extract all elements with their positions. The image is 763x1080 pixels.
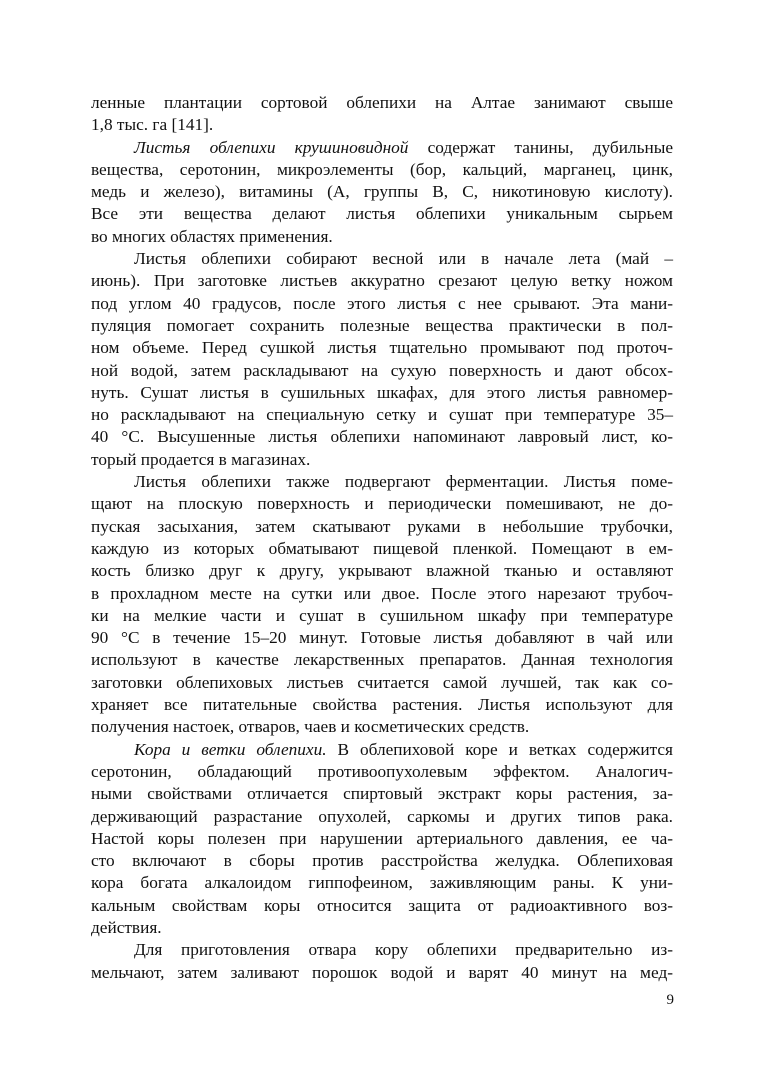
text-segment: Листья облепихи собирают весной или в начале лета (май –	[134, 249, 673, 269]
text-line	[91, 516, 673, 538]
text-line	[91, 716, 673, 738]
text-line	[91, 649, 673, 671]
text-segment: в прохладном месте на сутки или двое. После этого нарезают трубоч-	[91, 583, 673, 603]
text-segment: ной водой, затем раскладывают на сухую поверхность и дают обсох-	[91, 360, 673, 380]
text-line	[91, 203, 673, 225]
text-segment: ными свойствами отличается спиртовый экстракт коры растения, за-	[91, 784, 673, 804]
text-line	[91, 761, 673, 783]
text-segment: ном объеме. Перед сушкой листья тщательно промывают под проточ-	[91, 338, 673, 358]
text-segment: мельчают, затем заливают порошок водой и варят 40 минут на мед-	[91, 962, 673, 982]
text-line	[91, 739, 673, 761]
text-line	[91, 137, 673, 159]
text-segment: держивающий разрастание опухолей, саркомы и других типов рака.	[91, 806, 673, 826]
text-line	[91, 426, 673, 448]
text-segment: Настой коры полезен при нарушении артериального давления, ее ча-	[91, 828, 673, 848]
text-segment: действия.	[91, 917, 162, 937]
text-segment: Для приготовления отвара кору облепихи предварительно из-	[134, 940, 673, 960]
text-segment: заготовки облепиховых листьев считается самой лучшей, так как со-	[91, 672, 673, 692]
text-line	[91, 337, 673, 359]
text-segment: ки на мелкие части и сушат в сушильном шкафу при температуре	[91, 605, 673, 625]
text-line	[91, 248, 673, 270]
text-segment: серотонин, обладающий противоопухолевым эффектом. Аналогич-	[91, 761, 673, 781]
text-segment: ленные плантации сортовой облепихи на Алтае занимают свыше	[91, 93, 673, 112]
text-segment: используют в качестве лекарственных препаратов. Данная технология	[91, 650, 673, 670]
text-segment: В облепиховой коре и ветках содержится	[326, 739, 673, 759]
text-line	[91, 270, 673, 292]
paragraph	[91, 939, 673, 984]
text-line	[91, 360, 673, 382]
text-line	[91, 560, 673, 582]
text-segment: содержат танины, дубильные	[408, 137, 673, 157]
text-segment: Все эти вещества делают листья облепихи уникальным сырьем	[91, 204, 673, 224]
text-segment: торый продается в магазинах.	[91, 449, 311, 469]
text-line	[91, 181, 673, 203]
text-line	[91, 828, 673, 850]
text-segment: кость близко друг к другу, укрывают влажной тканью и оставляют	[91, 561, 673, 581]
text-segment: вещества, серотонин, микроэлементы (бор, кальций, марганец, цинк,	[91, 159, 673, 179]
text-line	[91, 159, 673, 181]
paragraph	[91, 137, 673, 248]
text-line	[91, 293, 673, 315]
text-line	[91, 783, 673, 805]
text-segment: во многих областях применения.	[91, 226, 333, 246]
text-line	[91, 92, 673, 114]
page-number: 9	[666, 992, 674, 1008]
text-line	[91, 872, 673, 894]
text-line	[91, 226, 673, 248]
text-segment: кальным свойствам коры относится защита от радиоактивного воз-	[91, 895, 673, 915]
text-line	[91, 672, 673, 694]
italic-text-segment: Кора и ветки облепихи.	[134, 739, 327, 759]
text-line	[91, 962, 673, 984]
text-segment: 1,8 тыс. га [141].	[91, 115, 214, 135]
text-segment: но раскладывают на специальную сетку и сушат при температуре 35–	[91, 405, 673, 425]
text-segment: пуская засыхания, затем скатывают руками в небольшие трубочки,	[91, 516, 673, 536]
body-text	[91, 92, 673, 984]
text-line	[91, 493, 673, 515]
text-segment: храняет все питательные свойства растения. Листья используют для	[91, 695, 673, 715]
text-segment: кора богата алкалоидом гиппофеином, заживляющим раны. К уни-	[91, 873, 673, 893]
text-line	[91, 627, 673, 649]
paragraph	[91, 739, 673, 940]
text-segment: пуляция помогает сохранить полезные вещества практически в пол-	[91, 315, 673, 335]
paragraph	[91, 471, 673, 739]
paragraph	[91, 248, 673, 471]
text-segment: июнь). При заготовке листьев аккуратно срезают целую ветку ножом	[91, 271, 673, 291]
text-line	[91, 404, 673, 426]
text-line	[91, 850, 673, 872]
text-segment: сто включают в сборы против расстройства желудка. Облепиховая	[91, 851, 673, 871]
text-segment: 90 °С в течение 15–20 минут. Готовые листья добавляют в чай или	[91, 628, 673, 648]
text-line	[91, 114, 673, 136]
text-segment: Листья облепихи также подвергают ферментации. Листья поме-	[134, 472, 673, 492]
text-line	[91, 895, 673, 917]
text-segment: каждую из которых обматывают пищевой пленкой. Помещают в ем-	[91, 538, 673, 558]
text-line	[91, 382, 673, 404]
text-line	[91, 605, 673, 627]
paragraph	[91, 92, 673, 137]
text-segment: нуть. Сушат листья в сушильных шкафах, для этого листья равномер-	[91, 382, 673, 402]
text-segment: медь и железо), витамины (А, группы В, С, никотиновую кислоту).	[91, 182, 673, 202]
text-line	[91, 315, 673, 337]
text-line	[91, 939, 673, 961]
text-line	[91, 917, 673, 939]
text-line	[91, 538, 673, 560]
italic-text-segment: Листья облепихи крушиновидной	[134, 137, 409, 157]
text-segment: щают на плоскую поверхность и периодически помешивают, не до-	[91, 494, 673, 514]
text-line	[91, 583, 673, 605]
text-segment: получения настоек, отваров, чаев и косметических средств.	[91, 717, 530, 737]
text-segment: 40 °С. Высушенные листья облепихи напоминают лавровый лист, ко-	[91, 427, 673, 447]
text-line	[91, 449, 673, 471]
text-segment: под углом 40 градусов, после этого листья с нее срывают. Эта мани-	[91, 293, 673, 313]
text-line	[91, 694, 673, 716]
text-line	[91, 471, 673, 493]
text-line	[91, 806, 673, 828]
